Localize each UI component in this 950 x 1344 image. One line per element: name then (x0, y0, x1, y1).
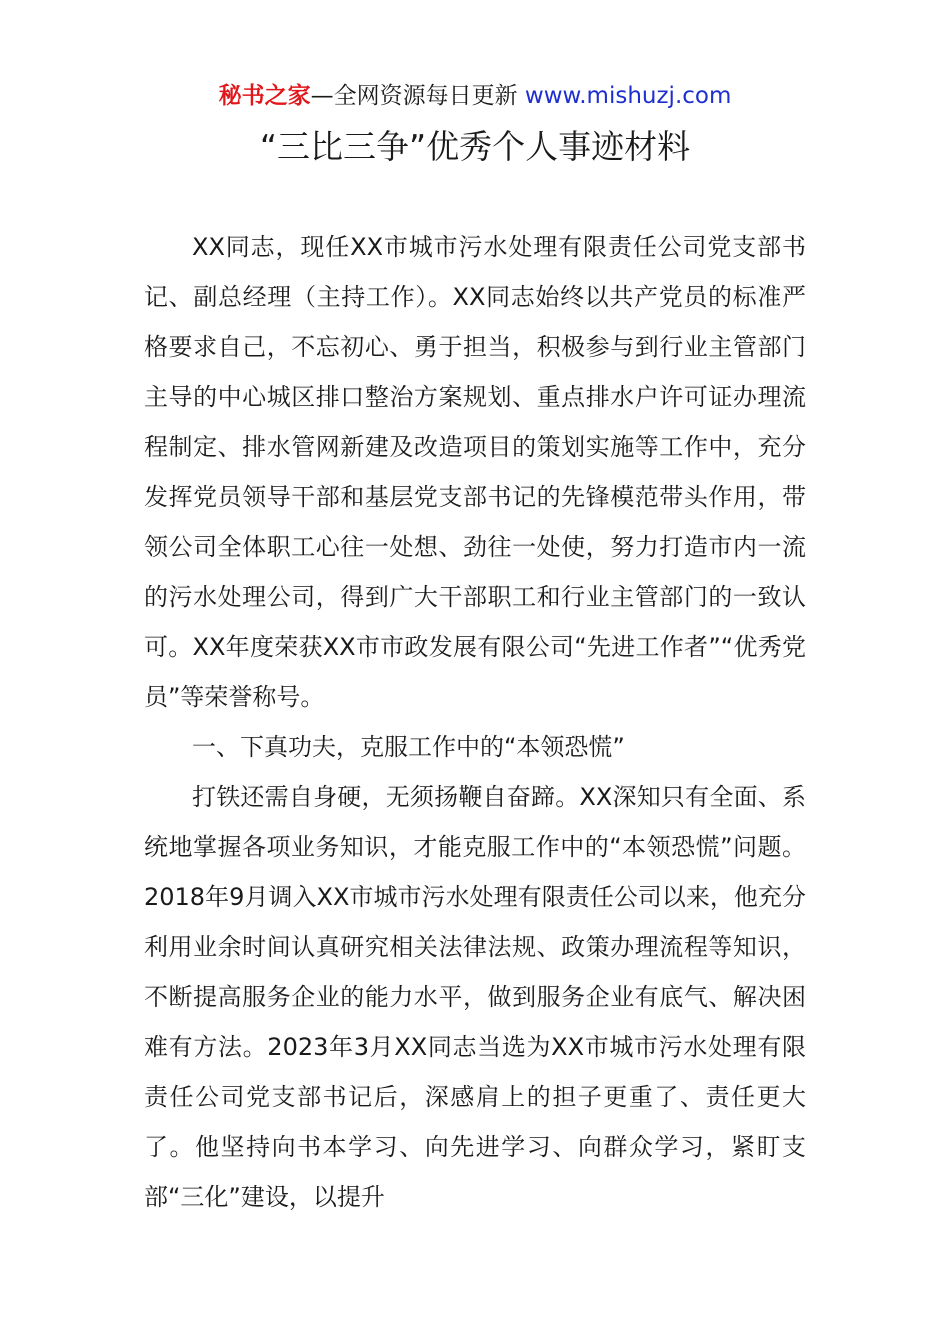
document-title: “三比三争”优秀个人事迹材料 (259, 127, 691, 166)
paragraph-section-1: 打铁还需自身硬，无须扬鞭自奋蹄。XX深知只有全面、系统地掌握各项业务知识，才能克服工作中的“本领恐慌”问题。2018年9月调入XX市城市污水处理有限责任公司以来，他充分利用业余时间认真研究相关法律法规、政策办理流程等知识，不断提高服务企业的能力水平，做到服务企业有底气、解决困难有方法。2023年3月XX同志当选为XX市城市污水处理有限责任公司党支部书记后，深感肩上的担子更重了、责任更大了。他坚持向书本学习、向先进学习、向群众学习，紧盯支部“三化”建设，以提升 (144, 783, 806, 1211)
site-brand: 秘书之家 (218, 83, 311, 109)
site-header (0, 80, 950, 112)
paragraph-intro: XX同志，现任XX市城市污水处理有限责任公司党支部书记、副总经理（主持工作）。XX同志始终以共产党员的标准严格要求自己，不忘初心、勇于担当，积极参与到行业主管部门主导的中心城区排口整治方案规划、重点排水户许可证办理流程制定、排水管网新建及改造项目的策划实施等工作中，充分发挥党员领导干部和基层党支部书记的先锋模范带头作用，带领公司全体职工心往一处想、劲往一处使，努力打造市内一流的污水处理公司，得到广大干部职工和行业主管部门的一致认可。XX年度荣获XX市市政发展有限公司“先进工作者”“优秀党员”等荣誉称号。 (144, 233, 806, 711)
site-url-link[interactable]: www.mishuzj.com (524, 83, 732, 109)
document-body (144, 222, 806, 1222)
site-tagline: —全网资源每日更新 (310, 83, 525, 109)
section-heading-1: 一、下真功夫，克服工作中的“本领恐慌” (192, 733, 625, 761)
